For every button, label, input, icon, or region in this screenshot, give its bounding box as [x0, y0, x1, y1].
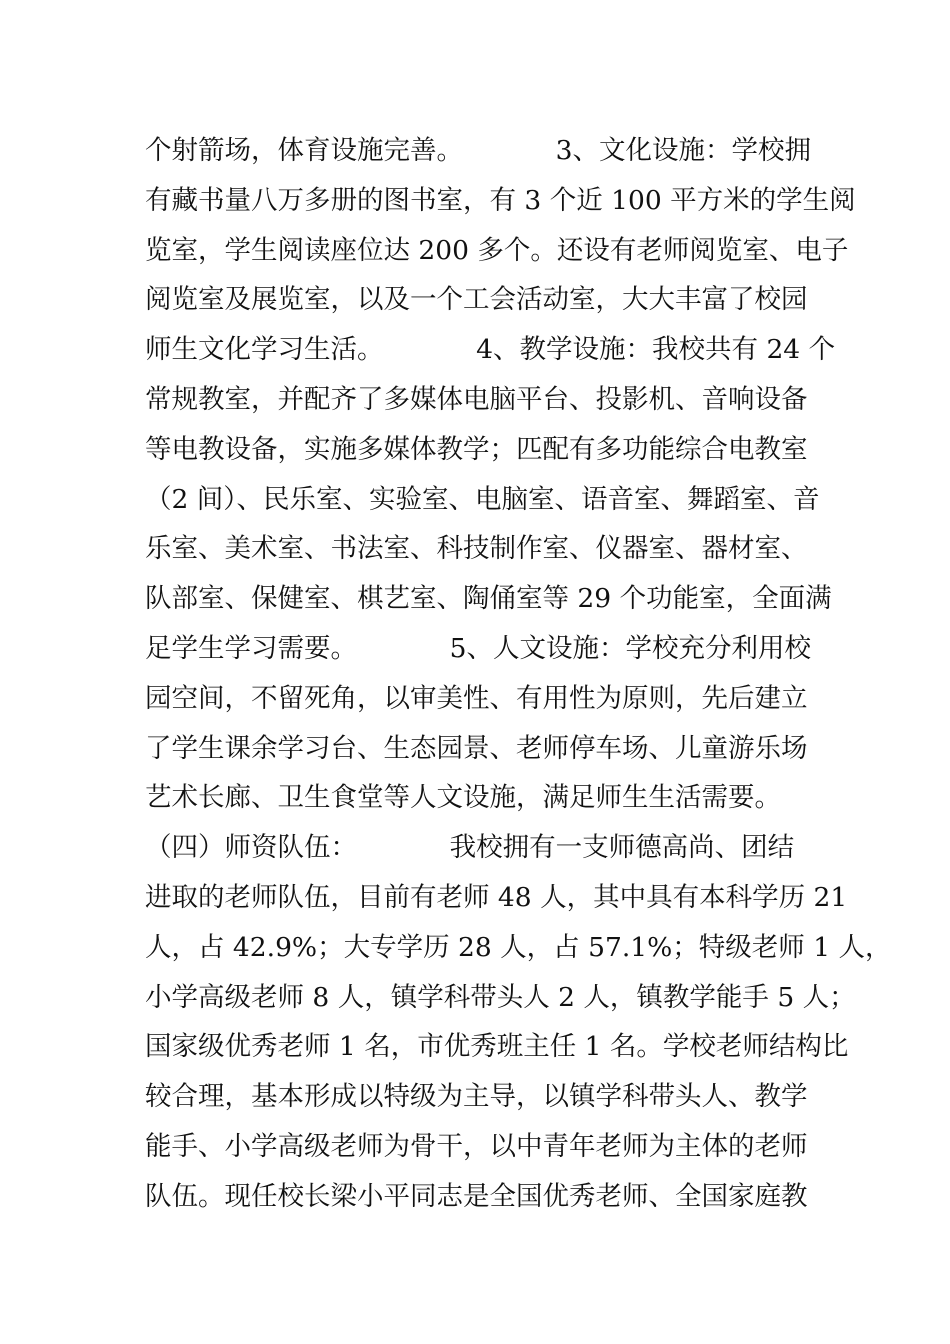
text-line: 小学高级老师 8 人，镇学科带头人 2 人，镇教学能手 5 人；	[145, 981, 856, 1013]
text-line: 阅览室及展览室，以及一个工会活动室，大大丰富了校园	[145, 284, 808, 316]
text-line: （四）师资队伍： 我校拥有一支师德高尚、团结	[145, 832, 795, 864]
text-line: 览室，学生阅读座位达 200 多个。还设有老师阅览室、电子	[145, 234, 849, 266]
text-line: 师生文化学习生活。 4、教学设施：我校共有 24 个	[145, 334, 836, 366]
text-line: 艺术长廊、卫生食堂等人文设施，满足师生生活需要。	[145, 782, 781, 814]
document-body	[145, 126, 892, 1222]
text-line: 等电教设备，实施多媒体教学；匹配有多功能综合电教室	[145, 433, 808, 465]
text-line: （2 间）、民乐室、实验室、电脑室、语音室、舞蹈室、音	[145, 483, 820, 515]
text-line: 人，占 42.9%；大专学历 28 人，占 57.1%；特级老师 1 人，	[145, 931, 892, 963]
text-line: 了学生课余学习台、生态园景、老师停车场、儿童游乐场	[145, 732, 808, 764]
text-line: 乐室、美术室、书法室、科技制作室、仪器室、器材室、	[145, 533, 808, 565]
text-line: 能手、小学高级老师为骨干，以中青年老师为主体的老师	[145, 1130, 808, 1162]
text-line: 队伍。现任校长梁小平同志是全国优秀老师、全国家庭教	[145, 1180, 808, 1212]
text-line: 园空间，不留死角，以审美性、有用性为原则，先后建立	[145, 682, 808, 714]
text-line: 进取的老师队伍，目前有老师 48 人，其中具有本科学历 21	[145, 881, 848, 913]
text-line: 个射箭场，体育设施完善。 3、文化设施：学校拥	[145, 135, 812, 166]
text-line: 有藏书量八万多册的图书室，有 3 个近 100 平方米的学生阅	[145, 184, 856, 216]
text-line: 常规教室，并配齐了多媒体电脑平台、投影机、音响设备	[145, 383, 808, 415]
text-line: 国家级优秀老师 1 名，市优秀班主任 1 名。学校老师结构比	[145, 1031, 849, 1063]
text-line: 较合理，基本形成以特级为主导，以镇学科带头人、教学	[145, 1081, 808, 1113]
text-line: 足学生学习需要。 5、人文设施：学校充分利用校	[145, 632, 812, 664]
text-line: 队部室、保健室、棋艺室、陶俑室等 29 个功能室，全面满	[145, 583, 832, 615]
